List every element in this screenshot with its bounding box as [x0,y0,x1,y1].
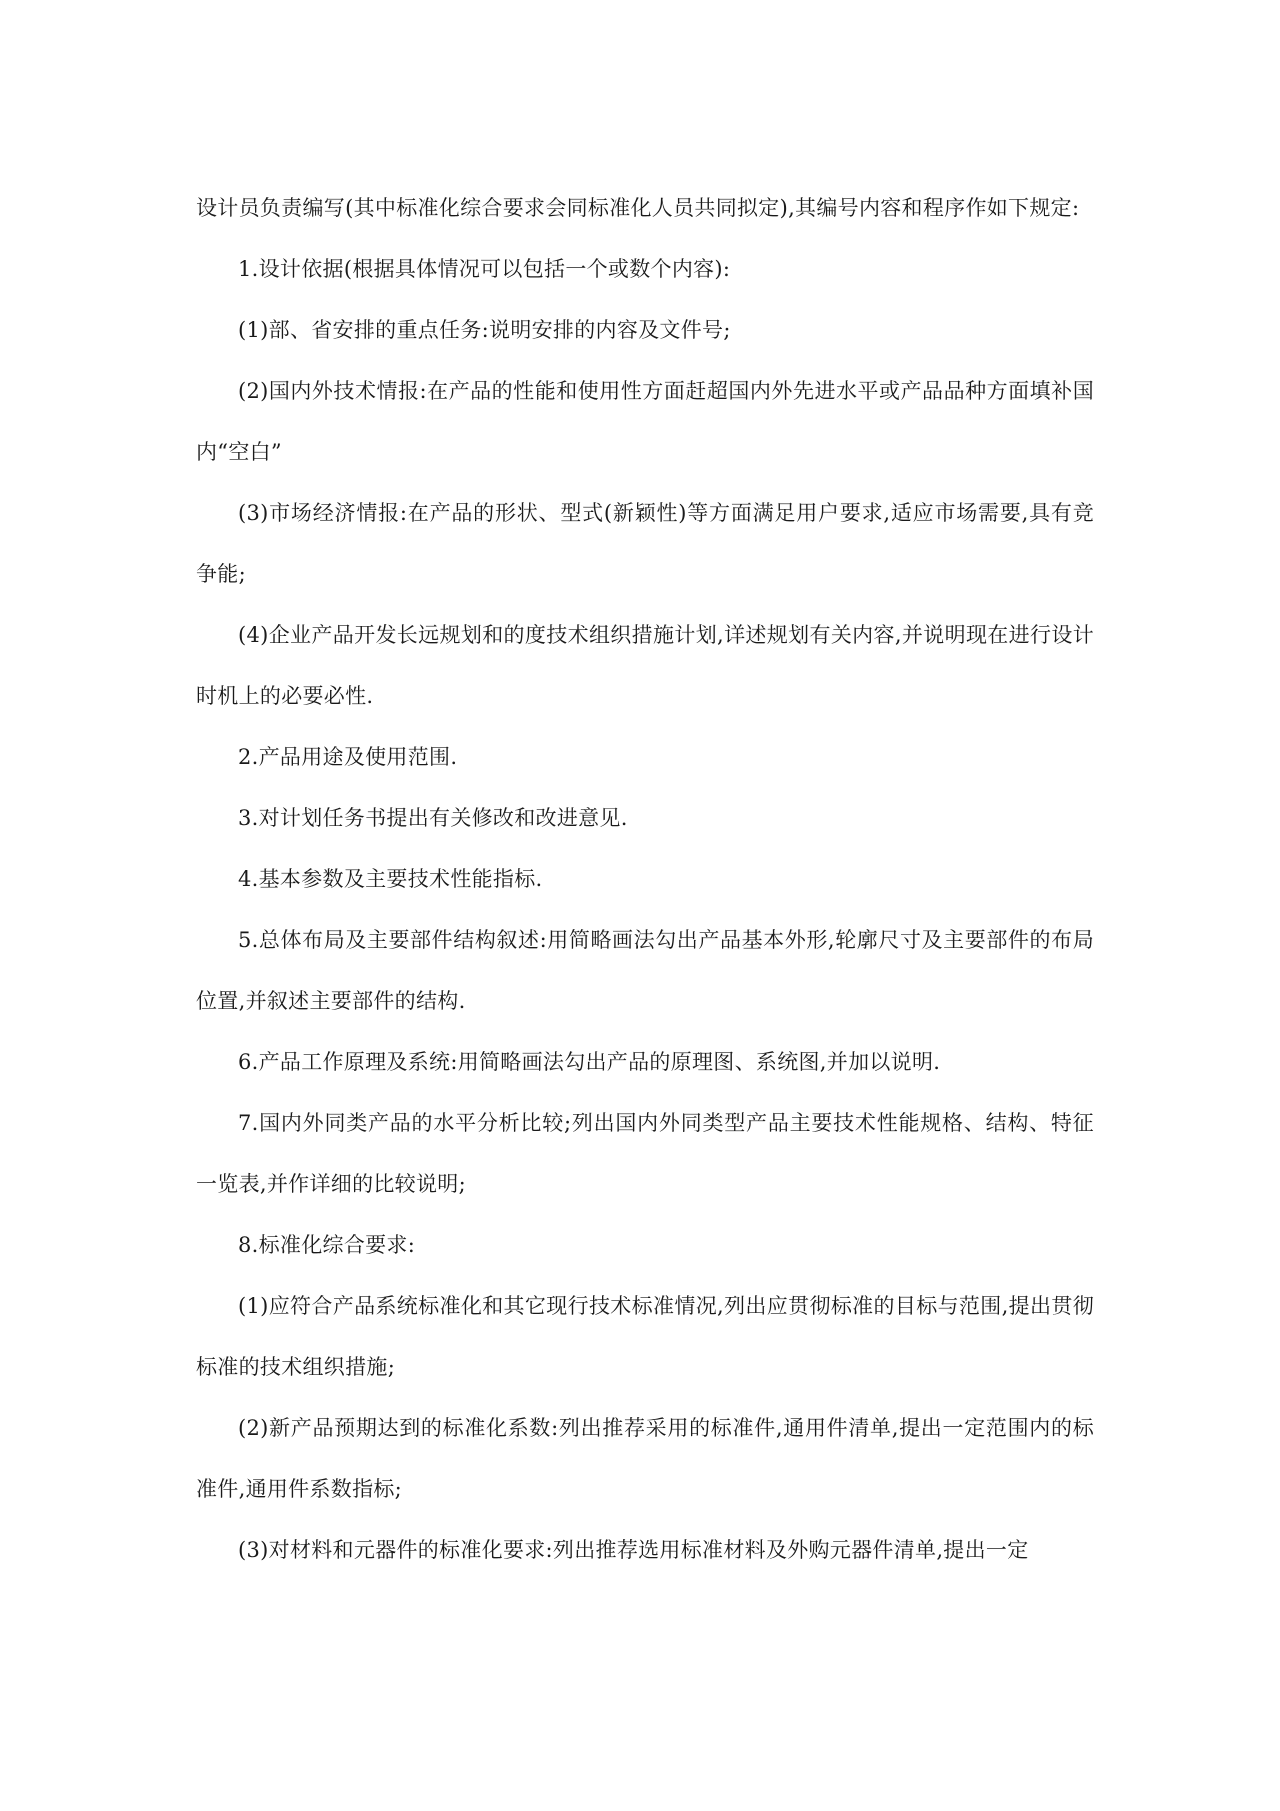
paragraph-standard-3: (3)对材料和元器件的标准化要求:列出推荐选用标准材料及外购元器件清单,提出一定 [238,1538,1029,1562]
paragraph-item-7: 7.国内外同类产品的水平分析比较;列出国内外同类型产品主要技术性能规格、结构、特征一览表,并作详细的比较说明; [196,1111,1094,1196]
paragraph-item-6: 6.产品工作原理及系统:用简略画法勾出产品的原理图、系统图,并加以说明. [238,1050,941,1074]
document-body [196,178,1094,1581]
paragraph-item-3: 3.对计划任务书提出有关修改和改进意见. [238,806,628,830]
paragraph-basis-3: (3)市场经济情报:在产品的形状、型式(新颖性)等方面满足用户要求,适应市场需要,具有竞争能; [196,501,1094,586]
paragraph-item-4: 4.基本参数及主要技术性能指标. [238,867,543,891]
paragraph-intro: 设计员负责编写(其中标准化综合要求会同标准化人员共同拟定),其编号内容和程序作如下规定: [196,196,1080,220]
paragraph-standard-2: (2)新产品预期达到的标准化系数:列出推荐采用的标准件,通用件清单,提出一定范围内的标准件,通用件系数指标; [196,1416,1094,1501]
paragraph-item-5: 5.总体布局及主要部件结构叙述:用简略画法勾出产品基本外形,轮廓尺寸及主要部件的布局位置,并叙述主要部件的结构. [196,928,1094,1013]
paragraph-basis-2: (2)国内外技术情报:在产品的性能和使用性方面赶超国内外先进水平或产品品种方面填补国内“空白” [196,379,1094,464]
paragraph-standard-1: (1)应符合产品系统标准化和其它现行技术标准情况,列出应贯彻标准的目标与范围,提出贯彻标准的技术组织措施; [196,1294,1094,1379]
paragraph-basis-1: (1)部、省安排的重点任务:说明安排的内容及文件号; [238,318,731,342]
paragraph-item-2: 2.产品用途及使用范围. [238,745,458,769]
paragraph-design-basis: 1.设计依据(根据具体情况可以包括一个或数个内容): [238,257,731,281]
paragraph-basis-4: (4)企业产品开发长远规划和的度技术组织措施计划,详述规划有关内容,并说明现在进行设计时机上的必要必性. [196,623,1094,708]
paragraph-item-8: 8.标准化综合要求: [238,1233,416,1257]
